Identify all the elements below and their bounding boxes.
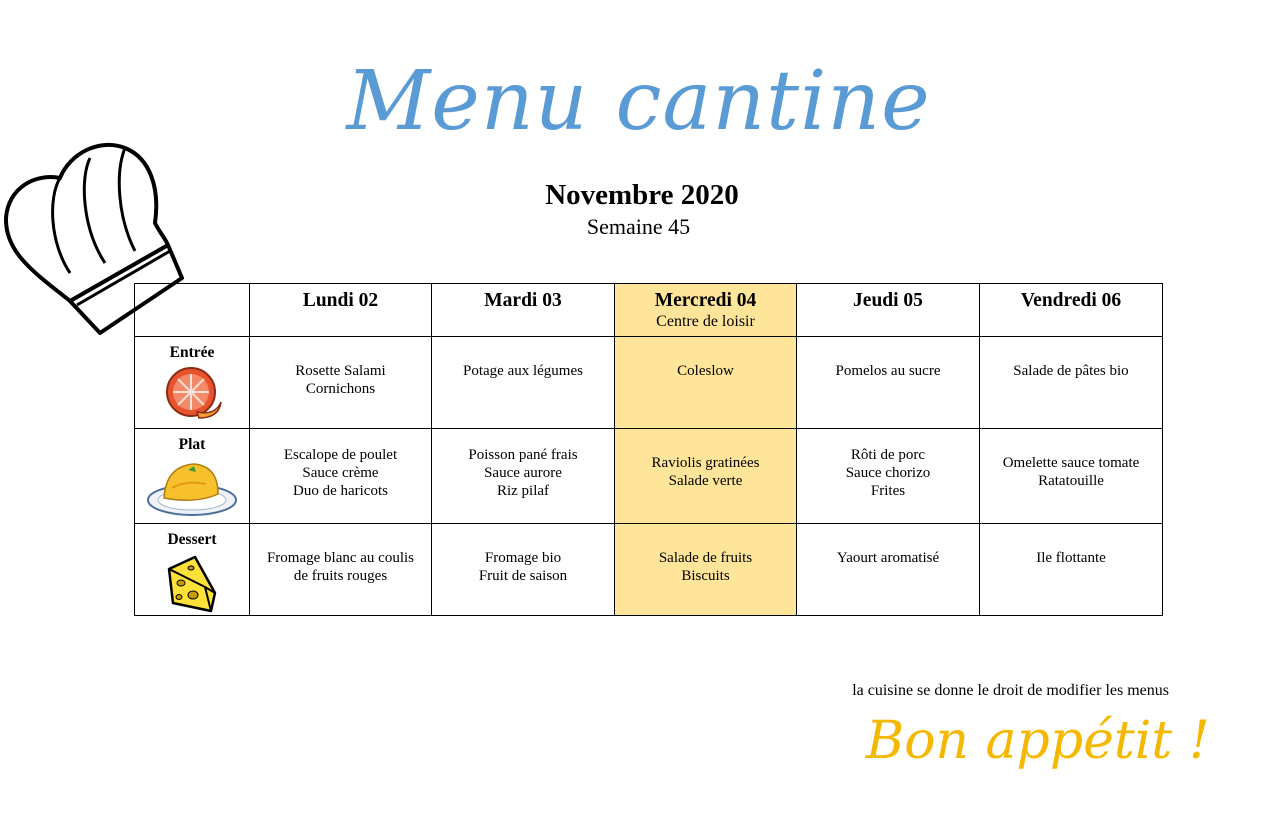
day-header-lundi — [250, 284, 432, 337]
dish-line: Riz pilaf — [496, 483, 550, 499]
row-plat — [135, 429, 1163, 524]
menu-cell — [615, 337, 797, 429]
row-label: Plat — [178, 436, 206, 453]
dish-line: Salade verte — [668, 473, 743, 489]
day-header-mardi — [432, 284, 615, 337]
month-heading: Novembre 2020 — [545, 179, 739, 211]
dish-line: Fromage bio — [484, 550, 562, 566]
row-label-cell — [135, 429, 250, 524]
omelette-plate-icon — [146, 458, 238, 518]
page-title: Menu cantine — [346, 54, 931, 149]
dish-line: Salade de pâtes bio — [1013, 363, 1129, 379]
grapefruit-icon — [159, 366, 225, 422]
menu-cell — [980, 429, 1163, 524]
dish-line: Rosette Salami — [295, 363, 386, 379]
signoff-text: Bon appétit ! — [866, 711, 1210, 771]
day-header-vendredi — [980, 284, 1163, 337]
day-label: Jeudi 05 — [853, 290, 923, 311]
disclaimer-note: la cuisine se donne le droit de modifier les menus — [852, 682, 1169, 699]
dish-line: Potage aux légumes — [463, 363, 583, 379]
day-header-row — [135, 284, 1163, 337]
row-label: Entrée — [169, 344, 215, 361]
day-label: Vendredi 06 — [1020, 290, 1122, 311]
menu-cell — [615, 429, 797, 524]
menu-cell — [432, 337, 615, 429]
dish-line: Salade de fruits — [658, 550, 753, 566]
dish-line: Biscuits — [681, 568, 730, 584]
menu-cell — [797, 524, 980, 616]
menu-cell — [432, 524, 615, 616]
dish-line: Fromage blanc au coulis — [266, 550, 415, 566]
day-label: Mercredi 04 — [654, 290, 757, 311]
menu-cell — [432, 429, 615, 524]
dish-line: Coleslow — [677, 363, 734, 379]
menu-cell — [980, 337, 1163, 429]
day-header-jeudi — [797, 284, 980, 337]
menu-cell — [250, 524, 432, 616]
dish-line: Cornichons — [305, 381, 376, 397]
cheese-icon — [165, 553, 219, 615]
day-label: Mardi 03 — [484, 290, 562, 311]
row-dessert — [135, 524, 1163, 616]
dish-line: Sauce crème — [302, 465, 379, 481]
dish-line: Raviolis gratinées — [651, 455, 760, 471]
row-label: Dessert — [167, 531, 217, 548]
corner-cell — [135, 284, 250, 337]
dish-line: Ratatouille — [1038, 473, 1104, 489]
week-heading: Semaine 45 — [586, 214, 691, 239]
row-entree — [135, 337, 1163, 429]
menu-cell — [797, 337, 980, 429]
dish-line: Yaourt aromatisé — [836, 550, 940, 566]
menu-cell — [615, 524, 797, 616]
menu-cell — [250, 429, 432, 524]
dish-line: Omelette sauce tomate — [1002, 455, 1140, 471]
dish-line: Sauce aurore — [484, 465, 562, 481]
row-label-cell — [135, 524, 250, 616]
dish-line: Fruit de saison — [478, 568, 568, 584]
dish-line: de fruits rouges — [293, 568, 388, 584]
day-label: Lundi 02 — [302, 290, 379, 311]
dish-line: Sauce chorizo — [845, 465, 931, 481]
dish-line: Poisson pané frais — [468, 447, 578, 463]
dish-line: Duo de haricots — [293, 483, 388, 499]
dish-line: Rôti de porc — [850, 447, 926, 463]
menu-cell — [250, 337, 432, 429]
dish-line: Ile flottante — [1036, 550, 1106, 566]
menu-cell — [797, 429, 980, 524]
day-note: Centre de loisir — [656, 313, 755, 330]
day-header-mercredi — [615, 284, 797, 337]
menu-cell — [980, 524, 1163, 616]
menu-table — [134, 283, 1163, 616]
dish-line: Escalope de poulet — [283, 447, 398, 463]
dish-line: Pomelos au sucre — [835, 363, 941, 379]
row-label-cell — [135, 337, 250, 429]
dish-line: Frites — [870, 483, 906, 499]
